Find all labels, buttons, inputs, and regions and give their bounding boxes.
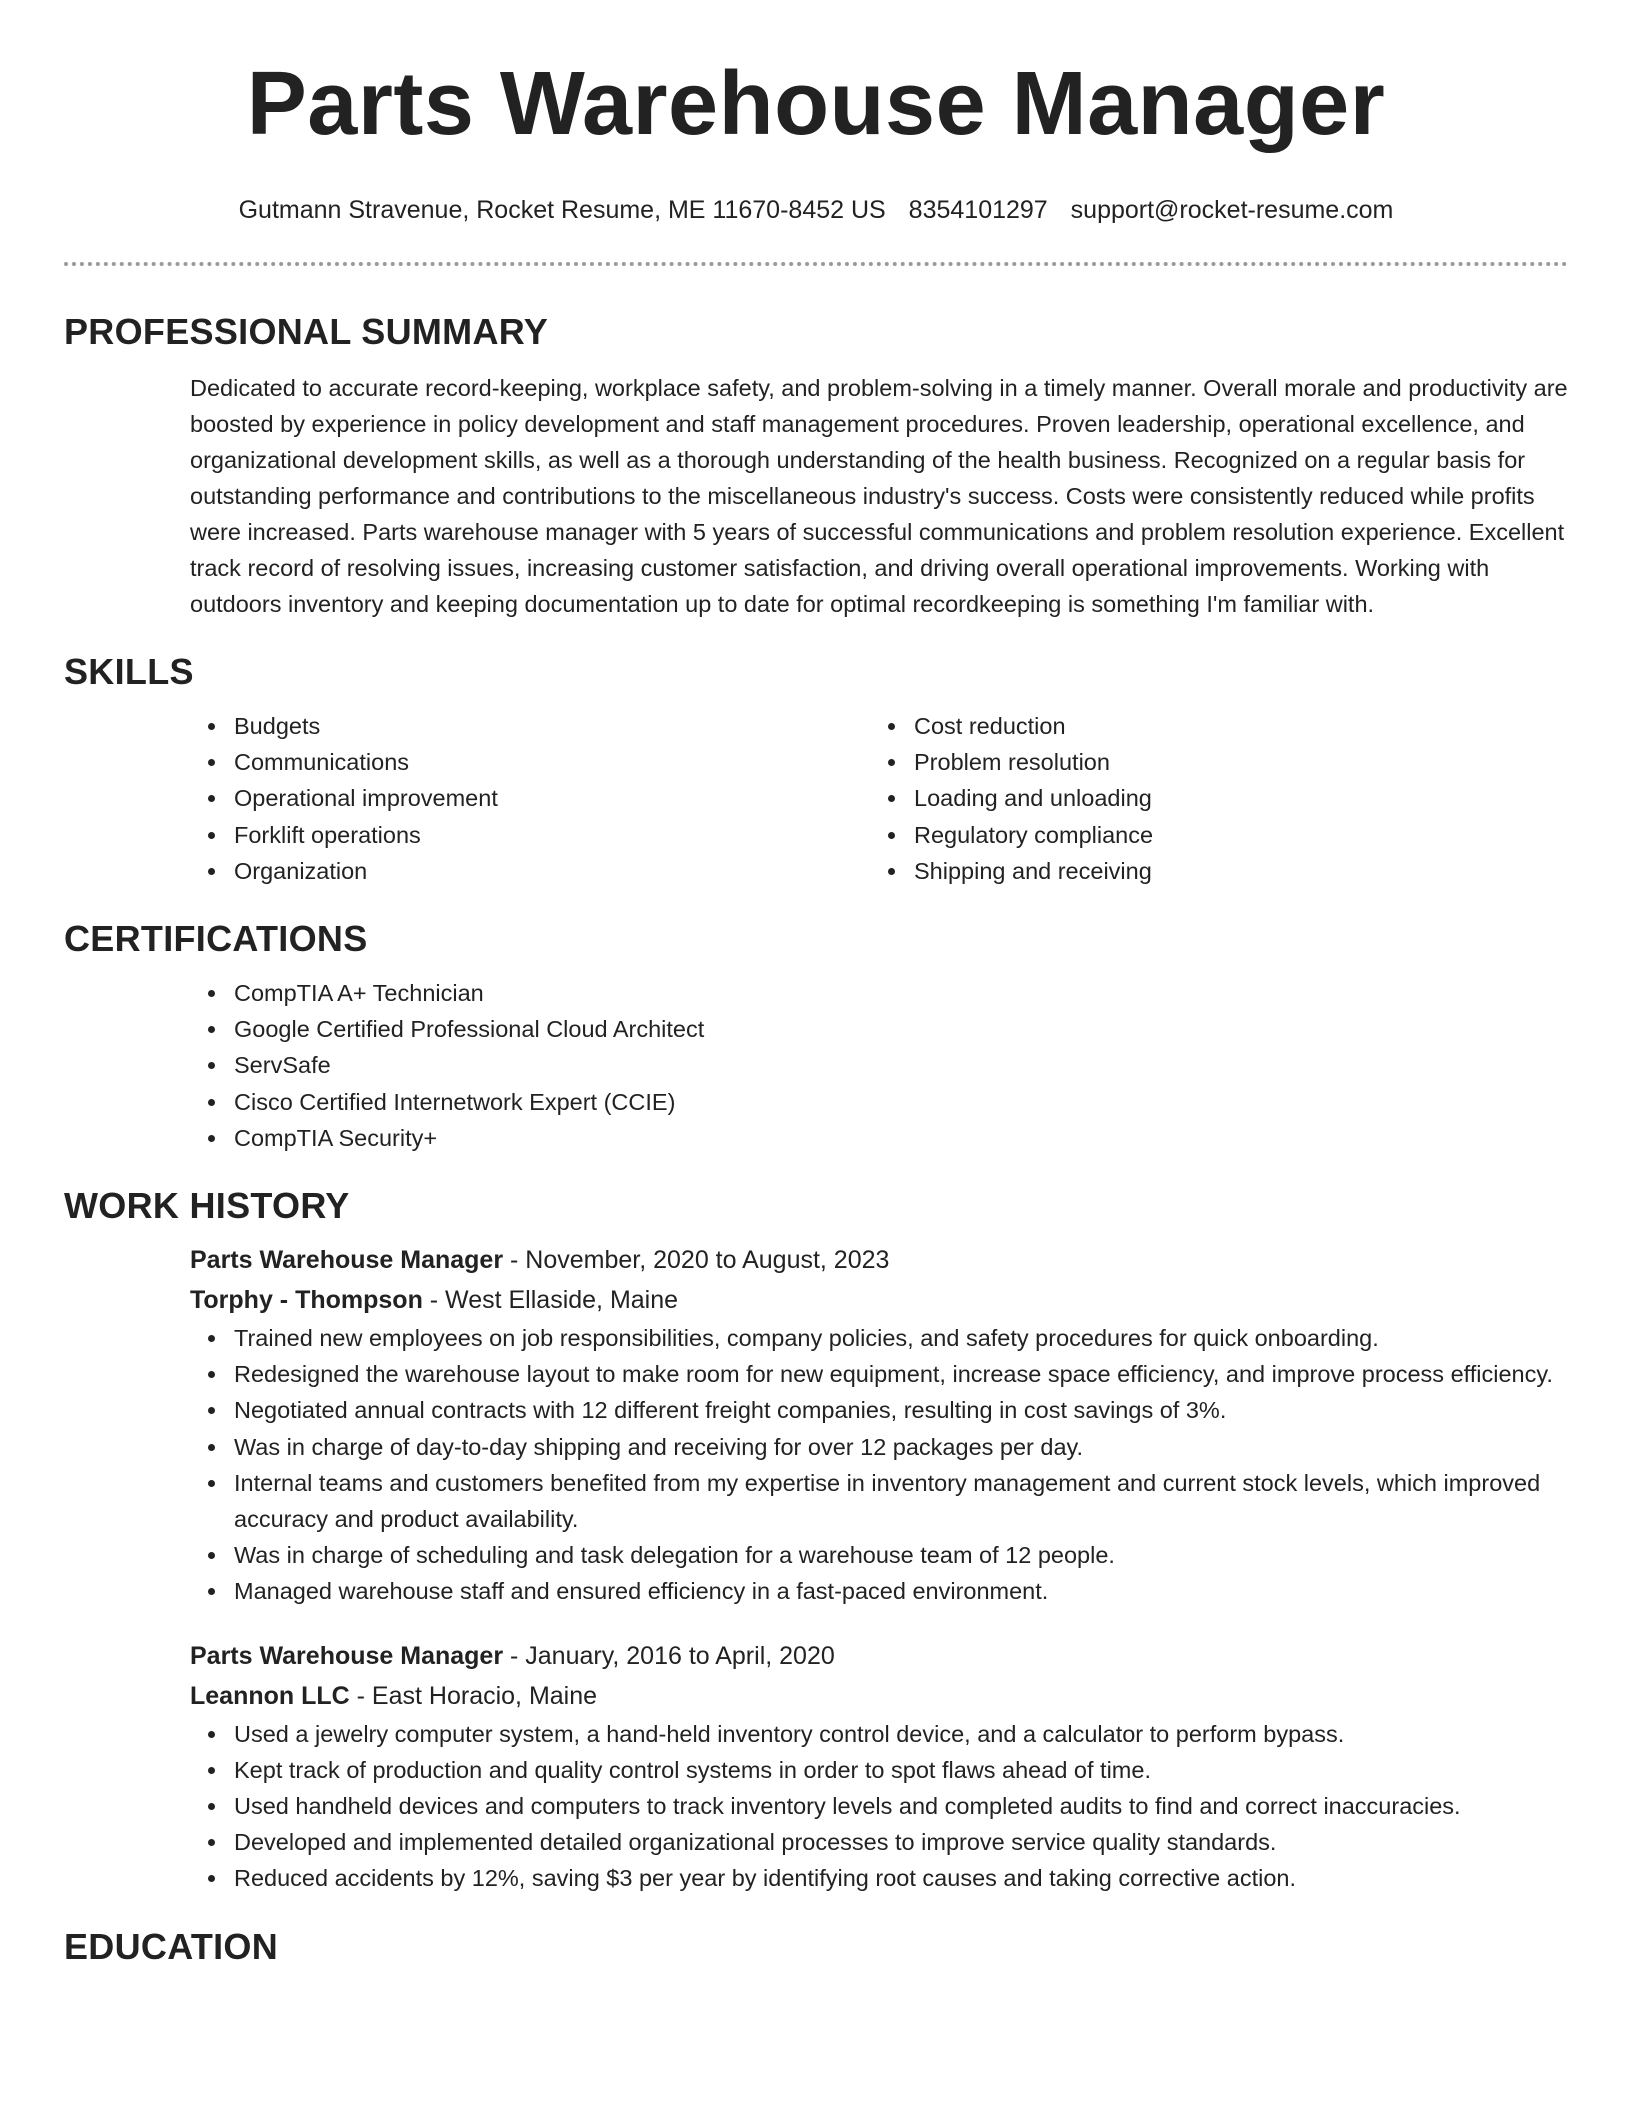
job-entry [190,1240,1568,1610]
job-bullet: Used handheld devices and computers to track inventory levels and completed audits to find and correct inaccuracies. [234,1788,1568,1824]
skill-item: Operational improvement [234,780,870,816]
job-bullet: Kept track of production and quality control systems in order to spot flaws ahead of time. [234,1752,1568,1788]
job-bullet: Internal teams and customers benefited from my expertise in inventory management and current stock levels, which improved accuracy and product availability. [234,1465,1568,1537]
skills-column-left [190,708,870,889]
certification-item: Google Certified Professional Cloud Architect [234,1011,1568,1047]
job-company-line [190,1280,1568,1320]
candidate-name: Parts Warehouse Manager [246,54,1386,154]
job-title-line [190,1240,1568,1280]
education-heading: EDUCATION [64,1925,279,1967]
job-bullets [190,1320,1568,1610]
skills-column-right [870,708,1550,889]
job-company: Torphy - Thompson [190,1286,423,1315]
certifications-list [190,975,1568,1156]
job-bullets [190,1716,1568,1897]
job-location: - East Horacio, Maine [349,1681,598,1710]
resume-page [64,0,1568,1969]
contact-line [64,194,1568,226]
skill-item: Problem resolution [914,744,1550,780]
summary-heading: PROFESSIONAL SUMMARY [64,311,549,352]
job-bullet: Redesigned the warehouse layout to make room for new equipment, increase space efficiency, and improve process efficiency. [234,1356,1568,1392]
skill-item: Organization [234,853,870,889]
skills-heading: SKILLS [64,651,194,692]
skills-list [190,708,1568,889]
job-bullet: Used a jewelry computer system, a hand-held inventory control device, and a calculator to perform bypass. [234,1716,1568,1752]
job-company: Leannon LLC [190,1681,350,1710]
skill-item: Regulatory compliance [914,817,1550,853]
job-bullet: Was in charge of scheduling and task delegation for a warehouse team of 12 people. [234,1537,1568,1573]
job-entry [190,1636,1568,1897]
job-bullet: Trained new employees on job responsibilities, company policies, and safety procedures for quick onboarding. [234,1320,1568,1356]
certifications-heading: CERTIFICATIONS [64,918,368,960]
header-divider [64,262,1568,266]
summary-text: Dedicated to accurate record-keeping, workplace safety, and problem-solving in a timely manner. Overall morale and productivity are boosted by experience in policy development and staff management procedures. Proven leadership, operational excellence, and organizational development skills, as well as a thorough understanding of the health business. Recognized on a regular basis for outstanding performance and contributions to the miscellaneous industry's success. Costs were consistently reduced while profits were increased. Parts warehouse manager with 5 years of successful communications and problem resolution experience. Excellent track record of resolving issues, increasing customer satisfaction, and driving overall operational improvements. Working with outdoors inventory and keeping documentation up to date for optimal recordkeeping is something I'm familiar with. [190,375,1568,617]
job-dates: - January, 2016 to April, 2020 [503,1641,835,1670]
address: Gutmann Stravenue, Rocket Resume, ME 11670-8452 US [238,196,886,224]
certification-item: CompTIA Security+ [234,1120,1568,1156]
skill-item: Loading and unloading [914,780,1550,816]
work-history-heading: WORK HISTORY [64,1185,350,1227]
job-bullet: Managed warehouse staff and ensured efficiency in a fast-paced environment. [234,1573,1568,1609]
certification-item: Cisco Certified Internetwork Expert (CCIE) [234,1084,1568,1120]
job-bullet: Negotiated annual contracts with 12 different freight companies, resulting in cost savings of 3%. [234,1392,1568,1428]
skill-item: Cost reduction [914,708,1550,744]
job-bullet: Was in charge of day-to-day shipping and receiving for over 12 packages per day. [234,1429,1568,1465]
job-title-line [190,1636,1568,1676]
phone: 8354101297 [908,196,1048,224]
email: support@rocket-resume.com [1070,196,1394,224]
job-role: Parts Warehouse Manager [190,1641,504,1670]
skill-item: Budgets [234,708,870,744]
skill-item: Shipping and receiving [914,853,1550,889]
job-role: Parts Warehouse Manager [190,1246,504,1275]
job-dates: - November, 2020 to August, 2023 [503,1246,890,1275]
job-bullet: Developed and implemented detailed organizational processes to improve service quality standards. [234,1824,1568,1860]
job-location: - West Ellaside, Maine [422,1286,679,1315]
skill-item: Communications [234,744,870,780]
job-bullet: Reduced accidents by 12%, saving $3 per year by identifying root causes and taking corrective action. [234,1860,1568,1896]
certification-item: CompTIA A+ Technician [234,975,1568,1011]
certification-item: ServSafe [234,1047,1568,1083]
skill-item: Forklift operations [234,817,870,853]
job-company-line [190,1676,1568,1716]
